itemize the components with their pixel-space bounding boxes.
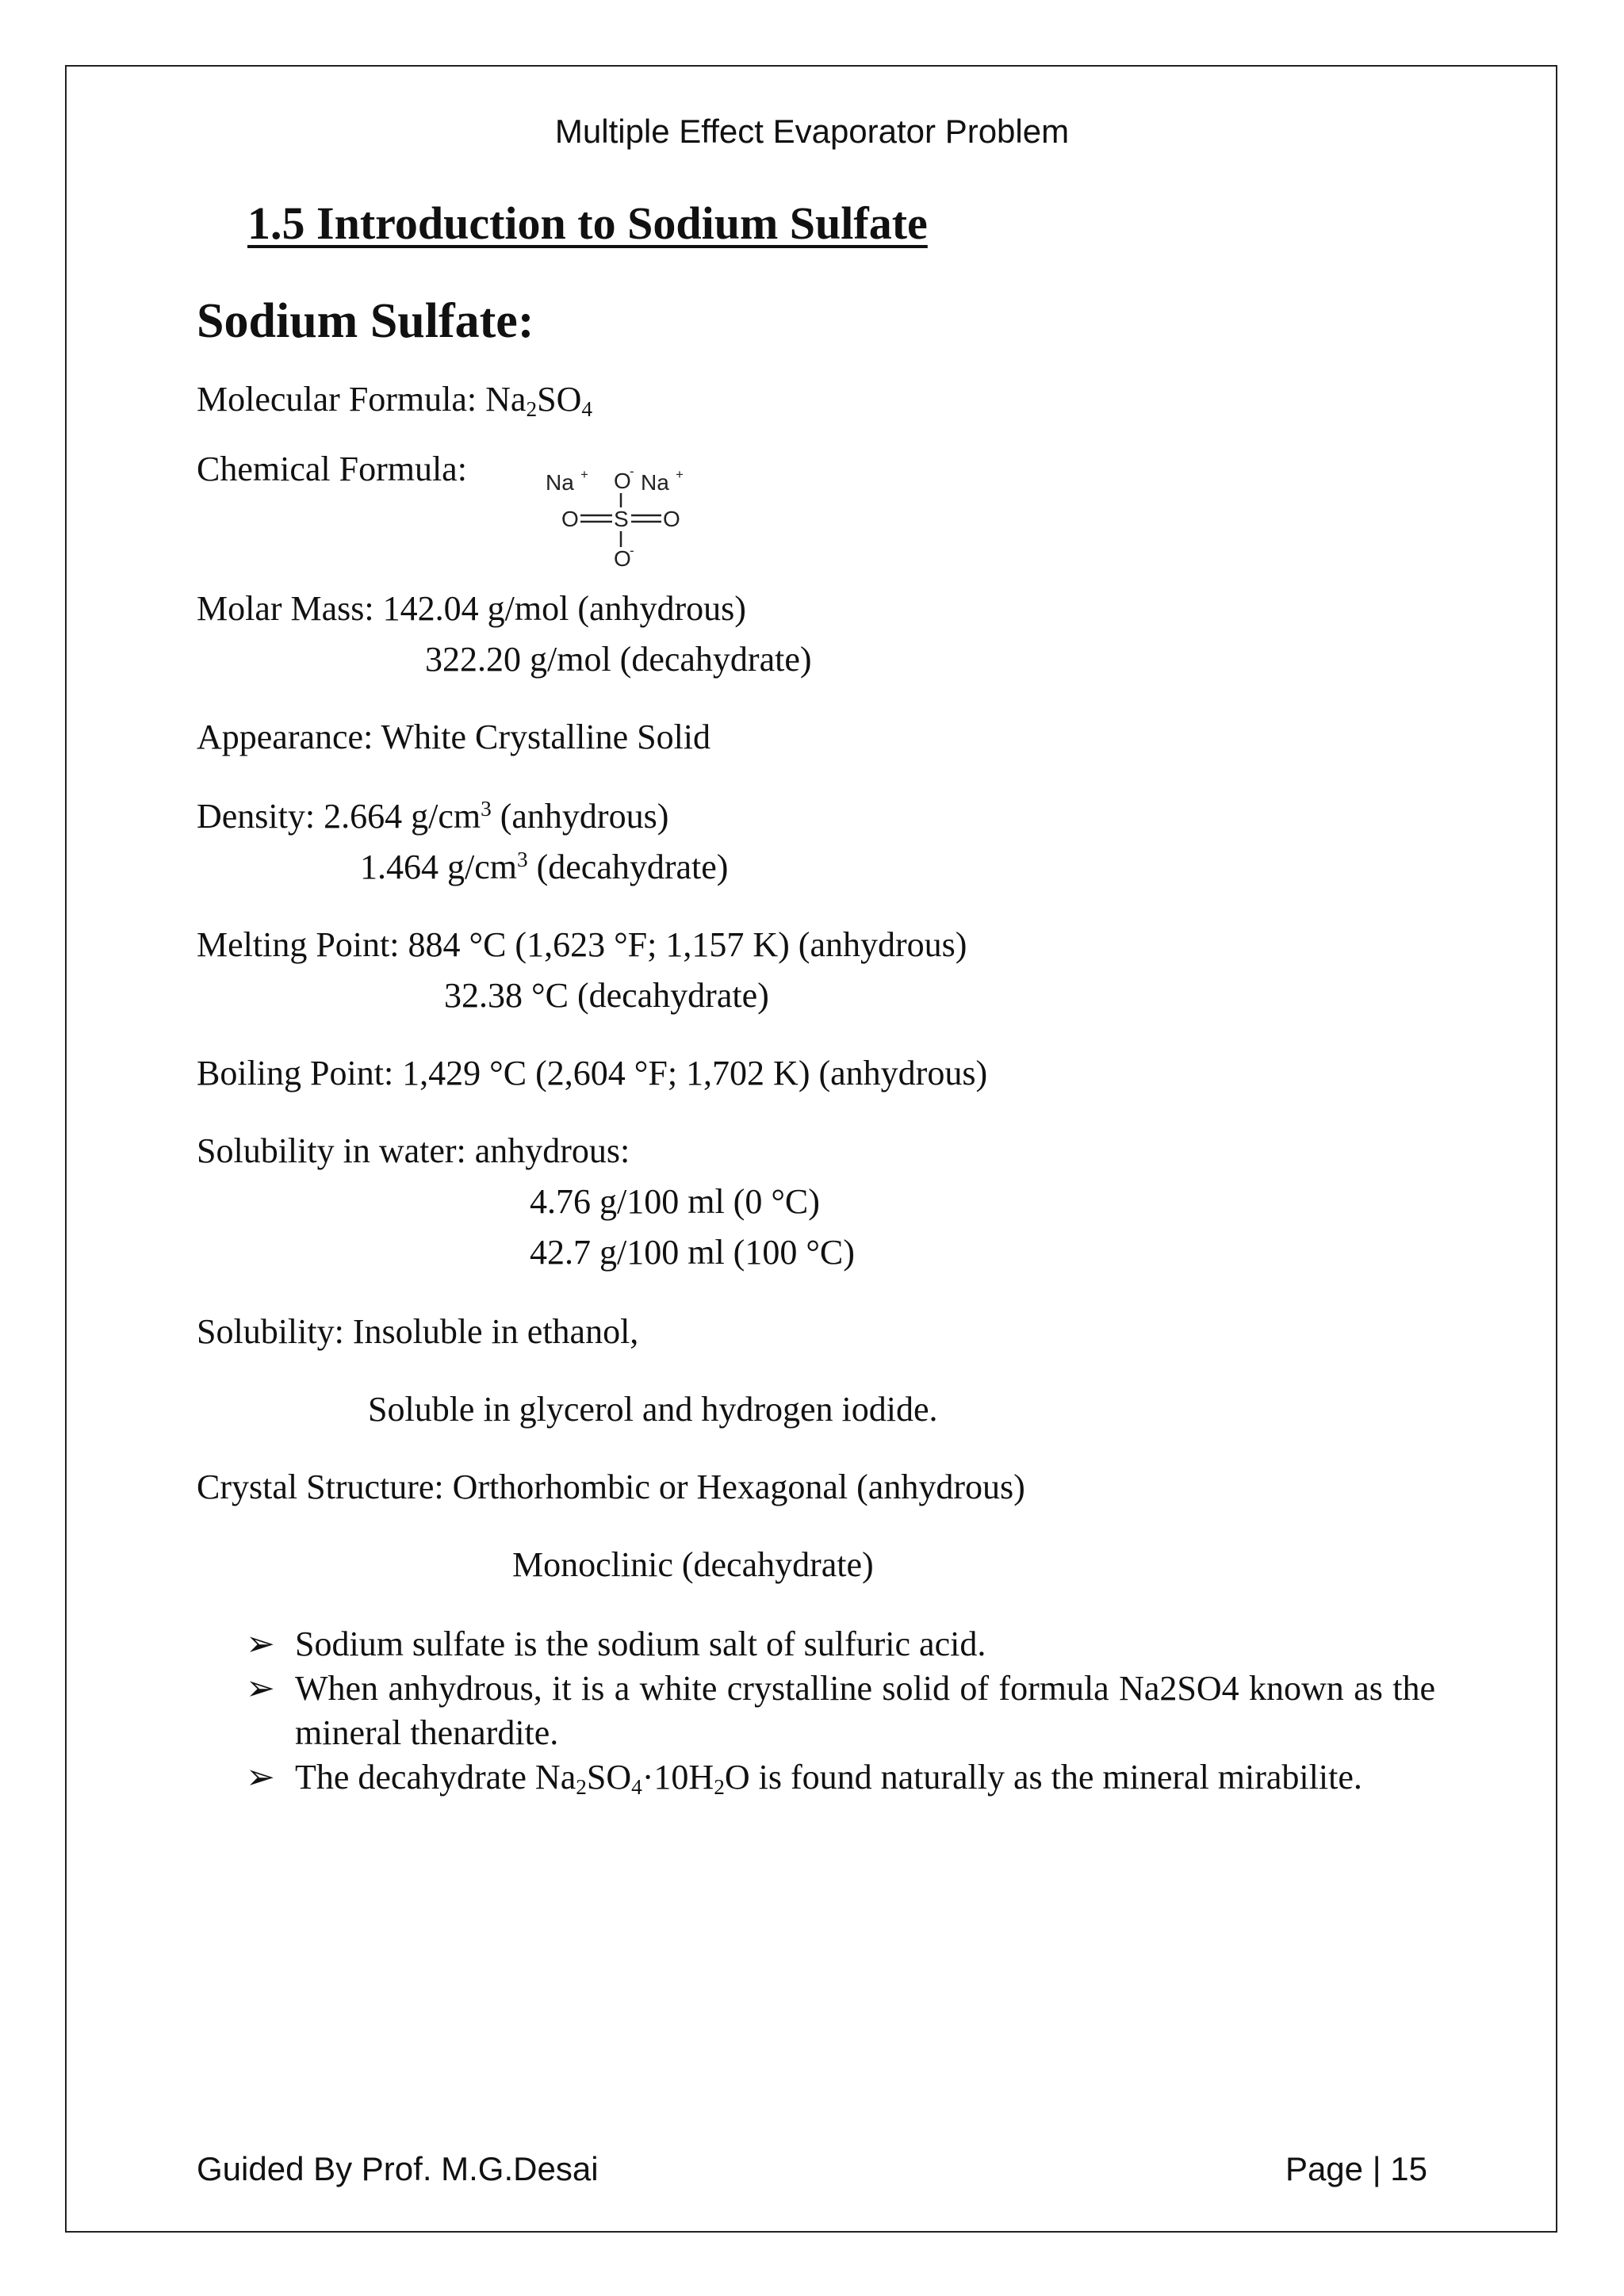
structure-minus-top: - [630,464,634,479]
molar-mass-anhydrous: Molar Mass: 142.04 g/mol (anhydrous) [197,589,746,628]
document-title: Sodium Sulfate: [197,294,534,348]
page-number: Page | 15 [1285,2150,1427,2187]
bullet-list [246,1622,1435,1800]
sodium-sulfate-structure [539,460,722,579]
crystal-structure-decahydrate: Monoclinic (decahydrate) [512,1545,874,1584]
running-header: Multiple Effect Evaporator Problem [554,113,1070,150]
solubility-water-100c: 42.7 g/100 ml (100 °C) [530,1233,855,1272]
list-item: ➢ Sodium sulfate is the sodium salt of sulfuric acid. [246,1622,1435,1667]
arrow-bullet-icon: ➢ [246,1758,275,1797]
chemical-formula-label: Chemical Formula: [197,450,467,488]
molar-mass-decahydrate: 322.20 g/mol (decahydrate) [425,640,812,679]
arrow-bullet-icon: ➢ [246,1669,275,1708]
density-anhydrous: Density: 2.664 $g/cm^3$ (anhydrous) [197,797,669,836]
appearance: Appearance: White Crystalline Solid [197,718,711,756]
crystal-structure-anhydrous: Crystal Structure: Orthorhombic or Hexagonal (anhydrous) [197,1468,1025,1506]
density-decahydrate: 1.464 $g/cm^3$ (decahydrate) [360,848,729,886]
footer-guide: Guided By Prof. M.G.Desai [197,2150,599,2187]
structure-na-left: Na [546,470,574,495]
structure-s: S [614,507,629,531]
structure-o-top: O [614,469,631,493]
structure-plus-left: + [580,467,588,482]
solubility-in-water: Solubility in water: anhydrous: [197,1131,630,1170]
molecular-formula: Molecular Formula: $Na_2SO_4$ [197,380,592,421]
structure-minus-bottom: - [630,543,634,558]
melting-point-anhydrous: Melting Point: 884 °C (1,623 °F; 1,157 K) (anhydrous) [197,925,967,964]
boiling-point: Boiling Point: 1,429 °C (2,604 °F; 1,702 K) (anhydrous) [197,1054,988,1093]
solubility-water-0c: 4.76 g/100 ml (0 °C) [530,1182,820,1221]
list-item: ➢ When anhydrous, it is a white crystalline solid of formula Na2SO4 known as the mineral thenardite. [246,1667,1435,1755]
structure-o-bottom: O [614,546,631,571]
structure-o-right: O [663,507,680,531]
melting-point-decahydrate: 32.38 °C (decahydrate) [444,976,769,1015]
arrow-bullet-icon: ➢ [246,1624,275,1663]
structure-o-left: O [561,507,579,531]
section-title: 1.5 Introduction to Sodium Sulfate [247,197,928,249]
solubility-ethanol: Solubility: Insoluble in ethanol, [197,1312,639,1351]
structure-plus-right: + [676,467,684,482]
list-item: ➢ The decahydrate $Na_2SO_4\cdot 10H_2O$ is found naturally as the mineral mirabilite. [246,1755,1435,1800]
solubility-glycerol: Soluble in glycerol and hydrogen iodide. [368,1390,938,1429]
structure-na-right: Na [641,470,669,495]
